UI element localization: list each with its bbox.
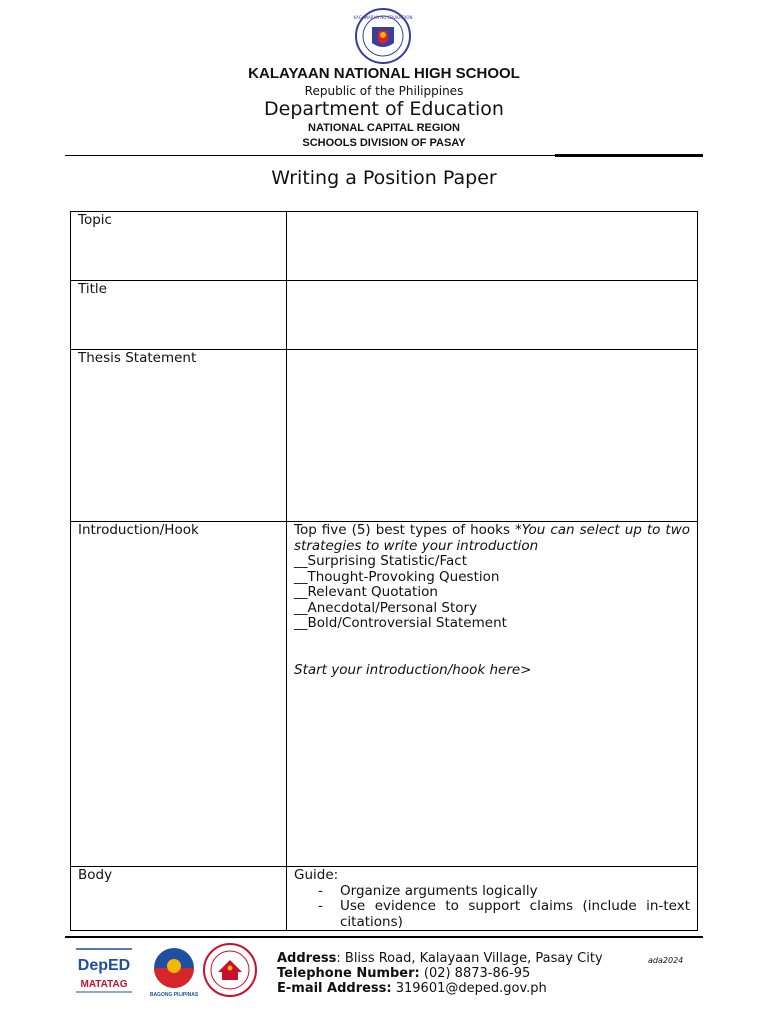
position-paper-form (70, 211, 698, 931)
intro-answer-cell[interactable] (287, 522, 698, 867)
division-line: SCHOOLS DIVISION OF PASAY (302, 137, 466, 149)
hook-option: __Surprising Statistic/Fact (294, 553, 467, 569)
body-label-cell (71, 867, 287, 931)
department-line: Department of Education (264, 98, 504, 120)
school-seal-icon (202, 942, 258, 998)
intro-label: Introduction/Hook (78, 522, 199, 538)
topic-label: Topic (78, 212, 112, 228)
deped-matatag-logo-icon (74, 946, 134, 996)
thesis-answer-cell[interactable] (287, 350, 698, 522)
matatag-logo-text: MATATAG (80, 979, 128, 990)
hook-option: __Relevant Quotation (294, 584, 438, 600)
address-label: Address (277, 951, 337, 966)
footer-address (277, 951, 603, 967)
thesis-label-cell (71, 350, 287, 522)
table-row (71, 212, 698, 281)
hook-option: __Bold/Controversial Statement (294, 615, 507, 631)
document-title: Writing a Position Paper (271, 167, 497, 189)
body-guide-list (294, 884, 690, 931)
footer-email (277, 981, 547, 997)
title-label-cell (71, 281, 287, 350)
bagong-logo-text: BAGONG PILIPINAS (149, 992, 199, 998)
bagong-pilipinas-logo-icon (146, 944, 202, 998)
footer-tag: ada2024 (648, 956, 684, 965)
hook-option: __Thought-Provoking Question (294, 568, 500, 585)
footer-divider (65, 936, 703, 938)
email-value: 319601@deped.gov.ph (391, 981, 547, 996)
email-label: E-mail Address: (277, 981, 392, 996)
phone-label: Telephone Number: (277, 966, 420, 981)
deped-logo-text: DepED (77, 957, 131, 974)
region-line: NATIONAL CAPITAL REGION (308, 122, 460, 134)
title-label: Title (78, 281, 107, 297)
address-value: : Bliss Road, Kalayaan Village, Pasay City (336, 951, 603, 966)
thesis-label: Thesis Statement (78, 350, 197, 366)
footer-phone (277, 966, 530, 982)
deped-seal-icon (352, 7, 414, 65)
seal-text: KAGAWARAN NG EDUKASYON (353, 15, 413, 20)
topic-answer-cell[interactable] (287, 212, 698, 281)
body-answer-cell[interactable] (287, 867, 698, 931)
table-row (71, 867, 698, 931)
header-divider-accent (555, 154, 703, 157)
list-item: - Use evidence to support claims (include in-text citations) (318, 899, 690, 930)
list-item: - Organize arguments logically (318, 884, 690, 900)
hook-option: __Anecdotal/Personal Story (294, 599, 478, 616)
hooks-lead: Top five (5) best types of hooks * (294, 522, 522, 538)
title-answer-cell[interactable] (287, 281, 698, 350)
phone-value: (02) 8873-86-95 (419, 966, 531, 981)
intro-label-cell (71, 522, 287, 867)
topic-label-cell (71, 212, 287, 281)
school-name: KALAYAAN NATIONAL HIGH SCHOOL (248, 65, 520, 82)
republic-line: Republic of the Philippines (304, 84, 464, 98)
table-row (71, 522, 698, 867)
hooks-instructions (294, 523, 690, 554)
table-row (71, 281, 698, 350)
hooks-lead-note: You can select up to two strategies to write your introduction (294, 522, 690, 554)
table-row (71, 350, 698, 522)
body-label: Body (78, 867, 113, 883)
body-guide-title: Guide: (294, 867, 339, 883)
intro-prompt: Start your introduction/hook here> (294, 661, 532, 678)
